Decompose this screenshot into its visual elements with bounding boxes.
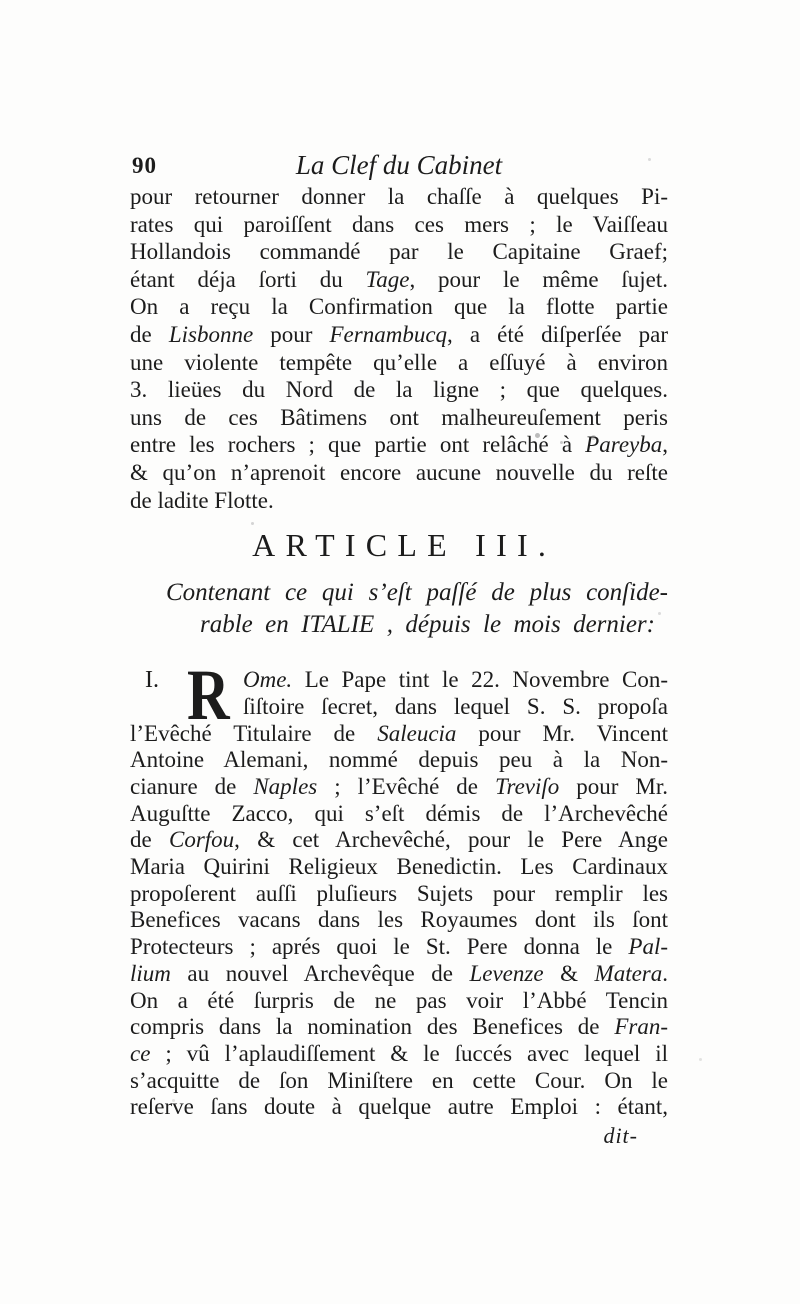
text-line: & qu’on n’aprenoit encore aucune nouvelle du reſte bbox=[130, 459, 668, 485]
drop-cap-letter: R bbox=[187, 655, 230, 736]
text-line: Maria Quirini Religieux Benedictin. Les Cardinaux bbox=[130, 854, 668, 880]
text-line: une violente tempête qu’elle a eſſuyé à environ bbox=[130, 349, 668, 375]
text-line: de Corfou, & cet Archevêché, pour le Pere Ange bbox=[130, 827, 668, 853]
text-line: de Lisbonne pour Fernambucq, a été diſperſée par bbox=[130, 321, 668, 347]
text-line: Benefices vacans dans les Royaumes dont ils ſont bbox=[130, 907, 668, 933]
text-line: Auguſtte Zacco, qui s’eſt démis de l’Archevêché bbox=[130, 800, 668, 826]
text-line: Hollandois commandé par le Capitaine Graef; bbox=[130, 239, 668, 265]
text-line: rable en ITALIE , dépuis le mois dernier: bbox=[200, 611, 655, 639]
article-subtitle bbox=[130, 577, 668, 641]
paragraph-lead-lines bbox=[243, 667, 668, 720]
text-line: cianure de Naples ; l’Evêché de Treviſo pour Mr. bbox=[130, 773, 668, 799]
text-line: ce ; vû l’aplaudiſſement & le ſuccés avec lequel il bbox=[130, 1040, 668, 1066]
page-header bbox=[130, 150, 668, 182]
text-line: Contenant ce qui s’eſt paſſé de plus conſide- bbox=[166, 579, 668, 607]
catchword-row bbox=[130, 1123, 668, 1149]
paragraph-body-lines bbox=[130, 721, 668, 1122]
text-line: uns de ces Bâtimens ont malheureuſement peris bbox=[130, 404, 668, 430]
text-line: étant déja ſorti du Tage, pour le même ſujet. bbox=[130, 266, 668, 292]
text-line: de ladite Flotte. bbox=[130, 487, 274, 513]
text-line: On a été ſurpris de ne pas voir l’Abbé Tencin bbox=[130, 987, 668, 1013]
catchword: dit- bbox=[603, 1123, 638, 1149]
text-line: reſerve ſans doute à quelque autre Emploi : étant, bbox=[130, 1094, 668, 1120]
text-line: Antoine Alemani, nommé depuis peu à la Non- bbox=[130, 747, 668, 773]
text-block bbox=[130, 150, 668, 1149]
text-line: lium au nouvel Archevêque de Levenze & Matera. bbox=[130, 960, 668, 986]
text-line: pour retourner donner la chaſſe à quelques Pi- bbox=[130, 184, 668, 209]
text-line: s’acquitte de ſon Miniſtere en cette Cour. On le bbox=[130, 1067, 668, 1093]
text-line: ſiſtoire ſecret, dans lequel S. S. propoſa bbox=[243, 693, 668, 719]
text-line: propoſerent auſſi pluſieurs Sujets pour remplir les bbox=[130, 880, 668, 906]
running-title: La Clef du Cabinet bbox=[295, 150, 503, 180]
text-line: 3. lieües du Nord de la ligne ; que quelques. bbox=[130, 377, 668, 403]
text-line: Ome. Le Pape tint le 22. Novembre Con- bbox=[243, 667, 668, 693]
text-line: entre les rochers ; que partie ont relâché à Pareyba, bbox=[130, 432, 668, 458]
article-heading: ARTICLE III. bbox=[252, 527, 557, 564]
section-number: I. bbox=[145, 667, 159, 694]
paragraph-fleet-news bbox=[130, 183, 668, 514]
text-line: On a reçu la Confirmation que la flotte partie bbox=[130, 294, 668, 320]
text-line: compris dans la nomination des Benefices de Fran- bbox=[130, 1014, 668, 1040]
text-line: rates qui paroiſſent dans ces mers ; le Vaiſſeau bbox=[130, 211, 668, 237]
page-number: 90 bbox=[132, 153, 157, 178]
section-rome bbox=[130, 655, 668, 1121]
text-line: Protecteurs ; aprés quoi le St. Pere donna le Pal- bbox=[130, 934, 668, 960]
text-line: l’Evêché Titulaire de Saleucia pour Mr. Vincent bbox=[130, 720, 668, 746]
